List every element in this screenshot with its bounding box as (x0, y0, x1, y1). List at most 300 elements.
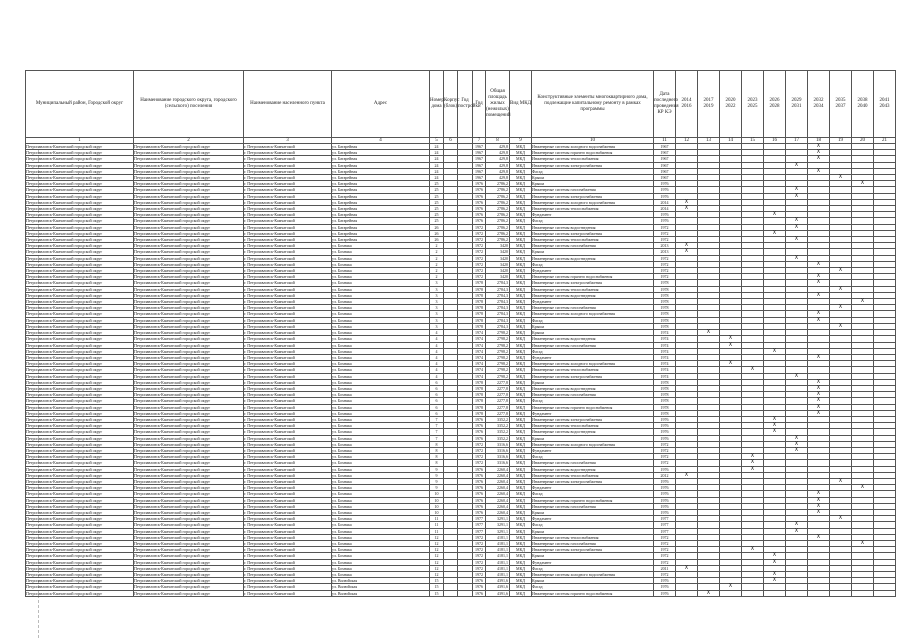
cell-type: МКД (510, 193, 532, 199)
cell-year: 1976 (473, 206, 486, 212)
cell-locality: г. Петропавловск-Камчатский (244, 168, 332, 174)
cell-locality: г. Петропавловск-Камчатский (244, 385, 332, 391)
cell-period-mark: X (786, 187, 808, 193)
cell-settlement: Петропавловск-Камчатский городской округ (134, 584, 244, 590)
cell-type: МКД (510, 249, 532, 255)
cell-district: Петропавловск-Камчатский городской округ (26, 193, 134, 199)
cell-type: МКД (510, 572, 532, 578)
cell-work: Инженерные системы водоотведения (532, 336, 654, 342)
cell-settlement: Петропавловск-Камчатский городской округ (134, 460, 244, 466)
cell-last-repair: 1976 (654, 423, 676, 429)
cell-settlement: Петропавловск-Камчатский городской округ (134, 367, 244, 373)
cell-year: 1978 (473, 311, 486, 317)
cell-locality: г. Петропавловск-Камчатский (244, 354, 332, 360)
cell-area: 2277,8 (486, 398, 510, 404)
cell-type: МКД (510, 578, 532, 584)
cell-locality: г. Петропавловск-Камчатский (244, 584, 332, 590)
cell-locality: г. Петропавловск-Камчатский (244, 150, 332, 156)
cell-address: ул. Батарейная (332, 168, 430, 174)
cell-settlement: Петропавловск-Камчатский городской округ (134, 423, 244, 429)
cell-work: Фасад (532, 168, 654, 174)
cell-period-mark: X (676, 249, 698, 255)
cell-house: 6 (430, 410, 444, 416)
cell-address: ул. Бохняка (332, 565, 430, 571)
cell-period-mark: X (830, 286, 852, 292)
cell-last-repair: 1967 (654, 162, 676, 168)
cell-area: 3352,2 (486, 416, 510, 422)
cell-area: 2786,2 (486, 187, 510, 193)
cell-area: 2786,2 (486, 181, 510, 187)
cell-work: Фундамент (532, 485, 654, 491)
cell-settlement: Петропавловск-Камчатский городской округ (134, 230, 244, 236)
cell-work: Инженерные системы электроснабжения (532, 416, 654, 422)
cell-house: 3 (430, 305, 444, 311)
cell-district: Петропавловск-Камчатский городской округ (26, 367, 134, 373)
cell-settlement: Петропавловск-Камчатский городской округ (134, 299, 244, 305)
cell-district: Петропавловск-Камчатский городской округ (26, 299, 134, 305)
cell-area: 2798,2 (486, 342, 510, 348)
cell-period-mark: X (676, 243, 698, 249)
cell-house: 15 (430, 578, 444, 584)
header-locality: Наименование населенного пункта (244, 71, 332, 138)
cell-area: 429,8 (486, 168, 510, 174)
cell-last-repair: 1974 (654, 373, 676, 379)
cell-district: Петропавловск-Камчатский городской округ (26, 230, 134, 236)
cell-house: 24 (430, 150, 444, 156)
cell-work: Инженерные системы водоотведения (532, 292, 654, 298)
cell-type: МКД (510, 330, 532, 336)
cell-period-mark: X (786, 522, 808, 528)
cell-settlement: Петропавловск-Камчатский городской округ (134, 342, 244, 348)
cell-settlement: Петропавловск-Камчатский городской округ (134, 478, 244, 484)
cell-house: 7 (430, 416, 444, 422)
cell-district: Петропавловск-Камчатский городской округ (26, 410, 134, 416)
cell-address: ул. Бохняка (332, 280, 430, 286)
cell-settlement: Петропавловск-Камчатский городской округ (134, 485, 244, 491)
cell-period-mark: X (742, 454, 764, 460)
cell-area: 429,8 (486, 144, 510, 150)
cell-address: ул. Бохняка (332, 553, 430, 559)
cell-year: 1974 (473, 348, 486, 354)
header-period: 2014 2016 (676, 71, 698, 138)
cell-house: 2 (430, 255, 444, 261)
cell-period-mark: X (786, 441, 808, 447)
cell-area: 2786,2 (486, 193, 510, 199)
cell-work: Инженерные системы газоснабжения (532, 305, 654, 311)
cell-house: 4 (430, 348, 444, 354)
cell-year: 1977 (473, 516, 486, 522)
cell-last-repair: 1976 (654, 590, 676, 596)
cell-type: МКД (510, 292, 532, 298)
cell-type: МКД (510, 541, 532, 547)
cell-district: Петропавловск-Камчатский городской округ (26, 237, 134, 243)
cell-year: 1976 (473, 491, 486, 497)
cell-area: 2784,3 (486, 286, 510, 292)
cell-house: 12 (430, 534, 444, 540)
cell-year: 1967 (473, 150, 486, 156)
cell-locality: г. Петропавловск-Камчатский (244, 522, 332, 528)
cell-area: 2786,2 (486, 224, 510, 230)
cell-area: 2260,4 (486, 503, 510, 509)
cell-last-repair: 1976 (654, 416, 676, 422)
cell-year: 1976 (473, 509, 486, 515)
cell-locality: г. Петропавловск-Камчатский (244, 472, 332, 478)
cell-period-mark: X (808, 491, 830, 497)
cell-last-repair: 1967 (654, 156, 676, 162)
cell-address: ул. Батарейная (332, 175, 430, 181)
cell-last-repair: 1977 (654, 516, 676, 522)
cell-area: 2260,4 (486, 472, 510, 478)
cell-area: 4181,1 (486, 534, 510, 540)
cell-settlement: Петропавловск-Камчатский городской округ (134, 541, 244, 547)
cell-year: 1972 (473, 559, 486, 565)
cell-period-mark: X (808, 385, 830, 391)
cell-locality: г. Петропавловск-Камчатский (244, 559, 332, 565)
cell-address: ул. Бохняка (332, 534, 430, 540)
cell-address: ул. Вилюйская (332, 584, 430, 590)
cell-house: 7 (430, 423, 444, 429)
cell-work: Инженерные системы теплоснабжения (532, 156, 654, 162)
cell-last-repair: 2012 (654, 472, 676, 478)
cell-year: 1976 (473, 416, 486, 422)
cell-district: Петропавловск-Камчатский городской округ (26, 224, 134, 230)
cell-type: МКД (510, 181, 532, 187)
cell-period-mark: X (808, 144, 830, 150)
cell-address: ул. Бохняка (332, 423, 430, 429)
cell-locality: г. Петропавловск-Камчатский (244, 578, 332, 584)
cell-type: МКД (510, 162, 532, 168)
cell-period-mark: X (720, 584, 742, 590)
cell-district: Петропавловск-Камчатский городской округ (26, 534, 134, 540)
cell-type: МКД (510, 485, 532, 491)
cell-settlement: Петропавловск-Камчатский городской округ (134, 144, 244, 150)
cell-last-repair: 1978 (654, 379, 676, 385)
cell-district: Петропавловск-Камчатский городской округ (26, 323, 134, 329)
cell-locality: г. Петропавловск-Камчатский (244, 243, 332, 249)
cell-district: Петропавловск-Камчатский городской округ (26, 336, 134, 342)
cell-period-mark: X (764, 423, 786, 429)
cell-type: МКД (510, 584, 532, 590)
cell-work: Фундамент (532, 354, 654, 360)
cell-work: Фундамент (532, 299, 654, 305)
cell-address: ул. Бохняка (332, 342, 430, 348)
cell-type: МКД (510, 460, 532, 466)
cell-year: 1972 (473, 261, 486, 267)
cell-area: 4181,1 (486, 547, 510, 553)
cell-last-repair: 1978 (654, 404, 676, 410)
cell-settlement: Петропавловск-Камчатский городской округ (134, 292, 244, 298)
cell-work: Инженерные системы электроснабжения (532, 280, 654, 286)
cell-work: Инженерные системы теплоснабжения (532, 367, 654, 373)
cell-address: ул. Бохняка (332, 286, 430, 292)
cell-type: МКД (510, 373, 532, 379)
cell-last-repair: 1978 (654, 398, 676, 404)
cell-period-mark: X (830, 175, 852, 181)
cell-work: Крыша (532, 509, 654, 515)
cell-locality: г. Петропавловск-Камчатский (244, 144, 332, 150)
cell-district: Петропавловск-Камчатский городской округ (26, 541, 134, 547)
cell-address: ул. Бохняка (332, 410, 430, 416)
cell-year: 1978 (473, 317, 486, 323)
cell-area: 4181,1 (486, 559, 510, 565)
cell-district: Петропавловск-Камчатский городской округ (26, 330, 134, 336)
cell-locality: г. Петропавловск-Камчатский (244, 224, 332, 230)
cell-address: ул. Бохняка (332, 305, 430, 311)
cell-year: 1967 (473, 156, 486, 162)
cell-district: Петропавловск-Камчатский городской округ (26, 491, 134, 497)
column-number: 19 (830, 138, 852, 144)
cell-last-repair: 1972 (654, 534, 676, 540)
cell-locality: г. Петропавловск-Камчатский (244, 348, 332, 354)
cell-year: 1976 (473, 478, 486, 484)
cell-type: МКД (510, 280, 532, 286)
cell-type: МКД (510, 404, 532, 410)
header-last-repair: Дата последнего проведения КР КЭ (654, 71, 676, 138)
cell-district: Петропавловск-Камчатский городской округ (26, 590, 134, 596)
cell-last-repair: 1972 (654, 547, 676, 553)
cell-locality: г. Петропавловск-Камчатский (244, 237, 332, 243)
cell-settlement: Петропавловск-Камчатский городской округ (134, 534, 244, 540)
cell-house: 7 (430, 429, 444, 435)
cell-address: ул. Бохняка (332, 299, 430, 305)
cell-period-mark: X (676, 472, 698, 478)
cell-period-mark: X (720, 336, 742, 342)
cell-type: МКД (510, 472, 532, 478)
cell-area: 2798,2 (486, 367, 510, 373)
cell-last-repair: 1976 (654, 193, 676, 199)
cell-address: ул. Бохняка (332, 373, 430, 379)
cell-period-mark: X (764, 230, 786, 236)
cell-settlement: Петропавловск-Камчатский городской округ (134, 206, 244, 212)
cell-area: 2786,2 (486, 218, 510, 224)
cell-last-repair: 1976 (654, 491, 676, 497)
cell-area: 4181,1 (486, 541, 510, 547)
cell-last-repair: 1972 (654, 454, 676, 460)
table-row (26, 590, 896, 596)
cell-house: 3 (430, 292, 444, 298)
cell-period-mark: X (742, 367, 764, 373)
cell-type: МКД (510, 491, 532, 497)
cell-area: 3420 (486, 243, 510, 249)
cell-type: МКД (510, 206, 532, 212)
cell-last-repair: 1967 (654, 150, 676, 156)
column-number: 18 (808, 138, 830, 144)
cell-type: МКД (510, 237, 532, 243)
cell-area: 2784,3 (486, 305, 510, 311)
cell-letter (458, 590, 473, 596)
cell-settlement: Петропавловск-Камчатский городской округ (134, 559, 244, 565)
cell-last-repair: 1978 (654, 392, 676, 398)
cell-period-mark: X (786, 224, 808, 230)
cell-district: Петропавловск-Камчатский городской округ (26, 150, 134, 156)
cell-last-repair: 1976 (654, 584, 676, 590)
header-period: 2020 2022 (720, 71, 742, 138)
cell-locality: г. Петропавловск-Камчатский (244, 491, 332, 497)
cell-period-mark: X (676, 199, 698, 205)
cell-period-mark (764, 590, 786, 596)
cell-district: Петропавловск-Камчатский городской округ (26, 485, 134, 491)
cell-last-repair: 1972 (654, 274, 676, 280)
cell-locality: г. Петропавловск-Камчатский (244, 572, 332, 578)
cell-district: Петропавловск-Камчатский городской округ (26, 379, 134, 385)
cell-locality: г. Петропавловск-Камчатский (244, 175, 332, 181)
cell-year: 1976 (473, 423, 486, 429)
cell-locality: г. Петропавловск-Камчатский (244, 379, 332, 385)
cell-period-mark: X (676, 565, 698, 571)
cell-period-mark (808, 590, 830, 596)
cell-type: МКД (510, 534, 532, 540)
cell-area: 2798,2 (486, 361, 510, 367)
cell-address: ул. Бохняка (332, 429, 430, 435)
cell-year: 1974 (473, 354, 486, 360)
cell-district: Петропавловск-Камчатский городской округ (26, 435, 134, 441)
cell-settlement: Петропавловск-Камчатский городской округ (134, 373, 244, 379)
cell-work: Инженерные системы газоснабжения (532, 392, 654, 398)
cell-work: Крыша (532, 175, 654, 181)
cell-house: 26 (430, 237, 444, 243)
cell-district: Петропавловск-Камчатский городской округ (26, 280, 134, 286)
cell-house: 24 (430, 168, 444, 174)
cell-area: 2784,3 (486, 317, 510, 323)
cell-address: ул. Бохняка (332, 447, 430, 453)
cell-house: 2 (430, 243, 444, 249)
cell-locality: г. Петропавловск-Камчатский (244, 156, 332, 162)
cell-year: 1972 (473, 255, 486, 261)
header-area: Общая площадь жилых (нежилых) помещений (486, 71, 510, 138)
cell-work: Инженерные системы холодного водоснабжения (532, 144, 654, 150)
cell-area: 2277,8 (486, 392, 510, 398)
cell-address: ул. Батарейная (332, 224, 430, 230)
cell-work: Инженерные системы теплоснабжения (532, 534, 654, 540)
cell-locality: г. Петропавловск-Камчатский (244, 230, 332, 236)
cell-settlement: Петропавловск-Камчатский городской округ (134, 466, 244, 472)
cell-house: 6 (430, 392, 444, 398)
cell-settlement: Петропавловск-Камчатский городской округ (134, 447, 244, 453)
cell-address: ул. Бохняка (332, 547, 430, 553)
column-number: 4 (332, 138, 430, 144)
cell-work: Крыша (532, 330, 654, 336)
cell-work: Инженерные системы электроснабжения (532, 193, 654, 199)
cell-address: ул. Бохняка (332, 274, 430, 280)
cell-year: 1972 (473, 541, 486, 547)
cell-year: 1972 (473, 224, 486, 230)
cell-address: ул. Бохняка (332, 466, 430, 472)
cell-settlement: Петропавловск-Камчатский городской округ (134, 398, 244, 404)
cell-area: 3291,1 (486, 516, 510, 522)
cell-last-repair: 1976 (654, 218, 676, 224)
cell-address: ул. Бохняка (332, 454, 430, 460)
cell-district: Петропавловск-Камчатский городской округ (26, 286, 134, 292)
cell-locality: г. Петропавловск-Камчатский (244, 305, 332, 311)
cell-house: 15 (430, 584, 444, 590)
cell-locality: г. Петропавловск-Камчатский (244, 342, 332, 348)
column-number: 16 (764, 138, 786, 144)
cell-address: ул. Бохняка (332, 485, 430, 491)
cell-year: 1974 (473, 361, 486, 367)
cell-settlement: Петропавловск-Камчатский городской округ (134, 261, 244, 267)
cell-last-repair: 1978 (654, 299, 676, 305)
cell-period-mark: X (808, 311, 830, 317)
cell-last-repair: 1972 (654, 559, 676, 565)
cell-work: Инженерные системы горячего водоснабжения (532, 274, 654, 280)
cell-house: 12 (430, 572, 444, 578)
cell-period-mark: X (852, 181, 874, 187)
cell-address: ул. Бохняка (332, 516, 430, 522)
cell-work: Инженерные системы газоснабжения (532, 243, 654, 249)
capital-repair-register-table (25, 70, 896, 597)
column-number: 6 (444, 138, 458, 144)
header-house: Номер дома (430, 71, 444, 138)
cell-locality: г. Петропавловск-Камчатский (244, 441, 332, 447)
cell-type: МКД (510, 590, 532, 596)
cell-type: МКД (510, 299, 532, 305)
cell-area: 4181,1 (486, 565, 510, 571)
cell-address: ул. Бохняка (332, 292, 430, 298)
cell-locality: г. Петропавловск-Камчатский (244, 565, 332, 571)
cell-house: 24 (430, 175, 444, 181)
cell-locality: г. Петропавловск-Камчатский (244, 429, 332, 435)
cell-settlement: Петропавловск-Камчатский городской округ (134, 503, 244, 509)
cell-period-mark: X (808, 410, 830, 416)
cell-address: ул. Бохняка (332, 379, 430, 385)
cell-building (444, 590, 458, 596)
cell-type: МКД (510, 144, 532, 150)
cell-settlement: Петропавловск-Камчатский городской округ (134, 578, 244, 584)
cell-year: 1976 (473, 466, 486, 472)
header-letter: Год постройки (458, 71, 473, 138)
cell-settlement: Петропавловск-Камчатский городской округ (134, 181, 244, 187)
cell-last-repair: 1976 (654, 466, 676, 472)
cell-settlement: Петропавловск-Камчатский городской округ (134, 218, 244, 224)
cell-house: 10 (430, 491, 444, 497)
cell-address: ул. Батарейная (332, 144, 430, 150)
cell-year: 1972 (473, 230, 486, 236)
cell-type: МКД (510, 509, 532, 515)
cell-period-mark: X (720, 361, 742, 367)
column-number: 1 (26, 138, 134, 144)
cell-locality: г. Петропавловск-Камчатский (244, 212, 332, 218)
cell-year: 1976 (473, 578, 486, 584)
cell-settlement: Петропавловск-Камчатский городской округ (134, 572, 244, 578)
cell-year: 1972 (473, 534, 486, 540)
cell-area: 2798,2 (486, 330, 510, 336)
column-number: 5 (430, 138, 444, 144)
cell-locality: г. Петропавловск-Камчатский (244, 292, 332, 298)
cell-settlement: Петропавловск-Камчатский городской округ (134, 274, 244, 280)
cell-address: ул. Батарейная (332, 199, 430, 205)
cell-settlement: Петропавловск-Камчатский городской округ (134, 168, 244, 174)
cell-area: 3316,6 (486, 454, 510, 460)
cell-locality: г. Петропавловск-Камчатский (244, 206, 332, 212)
cell-address: ул. Бохняка (332, 367, 430, 373)
cell-period-mark (742, 590, 764, 596)
cell-work: Инженерные системы газоснабжения (532, 187, 654, 193)
cell-locality: г. Петропавловск-Камчатский (244, 509, 332, 515)
cell-house: 24 (430, 156, 444, 162)
cell-locality: г. Петропавловск-Камчатский (244, 398, 332, 404)
cell-address: ул. Бохняка (332, 572, 430, 578)
cell-address: ул. Батарейная (332, 212, 430, 218)
column-number: 8 (486, 138, 510, 144)
cell-last-repair: 1974 (654, 342, 676, 348)
cell-settlement: Петропавловск-Камчатский городской округ (134, 379, 244, 385)
cell-settlement: Петропавловск-Камчатский городской округ (134, 553, 244, 559)
cell-settlement: Петропавловск-Камчатский городской округ (134, 311, 244, 317)
cell-type: МКД (510, 441, 532, 447)
cell-year: 1978 (473, 385, 486, 391)
cell-period-mark: X (830, 305, 852, 311)
cell-settlement: Петропавловск-Камчатский городской округ (134, 361, 244, 367)
